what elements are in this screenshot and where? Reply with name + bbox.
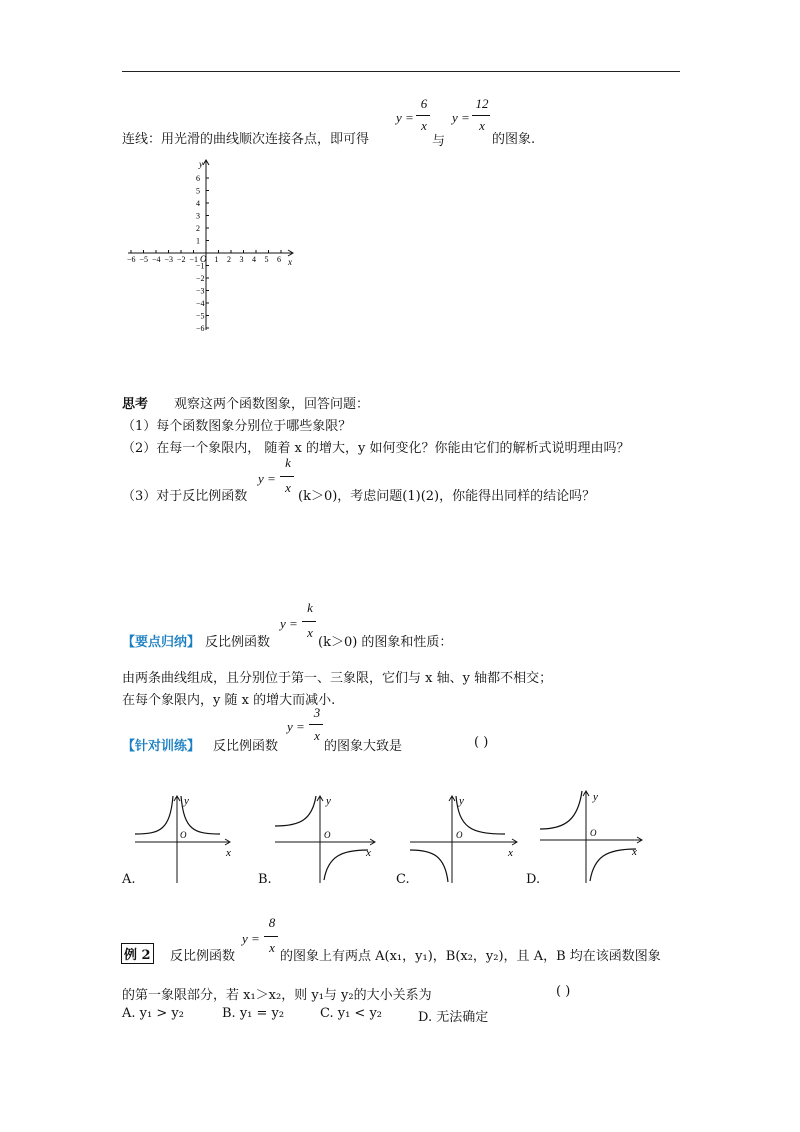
fraction-denominator: x	[269, 940, 275, 955]
intro-conjunction: 与	[432, 134, 446, 149]
x-tick-label: −3	[164, 255, 174, 264]
x-tick-label: 5	[264, 255, 269, 264]
option-b-label: B.	[258, 872, 272, 887]
y-tick-label: −2	[196, 274, 205, 283]
example-choice-a: A. y₁ > y₂	[122, 1006, 184, 1021]
fraction-12-over-x: y = 12 x	[452, 96, 496, 142]
graph-y-label: y	[593, 791, 598, 803]
summary-prefix: 反比例函数	[205, 635, 271, 650]
intro-tail: 的图象.	[492, 132, 536, 147]
graph-y-label: y	[459, 795, 464, 807]
y-tick-label: 6	[196, 174, 200, 183]
top-rule	[122, 71, 680, 72]
x-tick-label: 1	[214, 255, 219, 264]
coordinate-axes	[118, 155, 298, 335]
fraction-numerator: k	[307, 600, 313, 615]
x-tick-label: −2	[177, 255, 186, 264]
fraction-numerator: 3	[313, 705, 321, 720]
graph-y-label: y	[326, 795, 331, 807]
graph-x-label: x	[226, 847, 231, 859]
x-tick-label: −1	[189, 255, 199, 264]
fraction-numerator: k	[285, 455, 291, 470]
option-a-label: A.	[122, 872, 136, 887]
graph-x-label: x	[632, 846, 637, 858]
summary-suffix: (k＞0) 的图象和性质：	[318, 635, 453, 650]
fraction-k-over-x-summary: y = k x	[280, 600, 320, 646]
think-title: 思考	[122, 397, 149, 412]
graph-origin-label: O	[590, 828, 597, 838]
y-tick-label: −1	[196, 261, 205, 271]
option-a-graph	[130, 790, 240, 885]
axis-x-label: x	[288, 257, 292, 267]
intro-label: 连线：用光滑的曲线顺次连接各点，即可得	[122, 132, 370, 147]
training-suffix: 的图象大致是	[324, 739, 403, 754]
y-tick-label: 2	[196, 224, 200, 233]
fraction-6-over-x: y = 6 x	[396, 96, 436, 142]
x-tick-label: −4	[152, 255, 161, 264]
fraction-denominator: x	[314, 728, 320, 743]
x-tick-label: −5	[139, 255, 149, 264]
graph-origin-label: O	[456, 830, 463, 840]
graph-x-label: x	[508, 847, 513, 859]
fraction-3-over-x: y = 3 x	[287, 705, 327, 751]
fraction-denominator: x	[421, 118, 427, 133]
graph-x-label: x	[366, 847, 371, 859]
example-tag: 例 2	[121, 943, 154, 964]
y-tick-label: 3	[196, 211, 200, 221]
y-tick-label: −3	[196, 286, 205, 296]
fraction-8-over-x: y = 8 x	[242, 915, 282, 961]
example-answer-paren: ( )	[556, 984, 571, 999]
graph-y-label: y	[184, 795, 189, 807]
x-tick-label: 4	[252, 255, 256, 264]
fraction-k-over-x: y = k x	[258, 455, 298, 501]
axis-y-label: y	[199, 159, 203, 169]
summary-tag: 【要点归纳】	[122, 635, 201, 650]
example-line-2: 的第一象限部分，若 x₁＞x₂，则 y₁与 y₂的大小关系为	[122, 988, 432, 1003]
think-question-2: （2）在每一个象限内， 随着 x 的增大，y 如何变化？你能由它们的解析式说明理由吗？	[122, 441, 630, 456]
option-d-graph	[538, 785, 648, 885]
fraction-denominator: x	[307, 625, 313, 640]
think-question-3-prefix: （3）对于反比例函数	[122, 489, 248, 504]
example-prefix: 反比例函数	[170, 949, 236, 964]
summary-line-1: 由两条曲线组成，且分别位于第一、三象限，它们与 x 轴、y 轴都不相交；	[122, 671, 553, 686]
training-answer-paren: ( )	[474, 735, 489, 750]
y-tick-label: 1	[196, 236, 200, 246]
think-prompt: 观察这两个函数图象，回答问题：	[174, 397, 370, 412]
y-tick-label: 5	[196, 186, 200, 196]
y-tick-label: −5	[196, 311, 205, 321]
graph-origin-label: O	[324, 830, 331, 840]
option-b-graph	[270, 790, 380, 885]
fraction-denominator: x	[479, 118, 485, 133]
think-question-1: （1）每个函数图象分别位于哪些象限？	[122, 419, 352, 434]
y-tick-label: −6	[196, 324, 205, 333]
y-tick-label: −4	[196, 299, 205, 308]
fraction-numerator: 12	[475, 96, 489, 111]
option-c-graph	[405, 790, 520, 885]
x-tick-label: 6	[277, 255, 281, 264]
x-tick-label: 2	[227, 255, 231, 264]
example-choice-d: D. 无法确定	[418, 1010, 489, 1025]
example-choice-b: B. y₁ = y₂	[222, 1006, 285, 1021]
x-tick-label: −6	[127, 255, 136, 264]
axis-origin-label: O	[200, 254, 207, 264]
summary-line-2: 在每个象限内，y 随 x 的增大而减小.	[122, 693, 336, 708]
example-suffix: 的图象上有两点 A(x₁，y₁)，B(x₂，y₂)，且 A，B 均在该函数图象	[280, 949, 661, 964]
option-d-label: D.	[526, 872, 541, 887]
x-tick-label: 3	[239, 255, 244, 264]
example-choice-c: C. y₁ < y₂	[320, 1006, 383, 1021]
option-c-label: C.	[396, 872, 410, 887]
training-tag: 【针对训练】	[122, 739, 201, 754]
fraction-numerator: 8	[268, 915, 276, 930]
training-prefix: 反比例函数	[213, 739, 279, 754]
graph-origin-label: O	[180, 830, 187, 840]
y-tick-label: 4	[196, 199, 200, 208]
fraction-denominator: x	[285, 480, 291, 495]
think-question-3-suffix: (k＞0)，考虑问题(1)(2)，你能得出同样的结论吗？	[298, 489, 596, 504]
fraction-numerator: 6	[420, 96, 428, 111]
